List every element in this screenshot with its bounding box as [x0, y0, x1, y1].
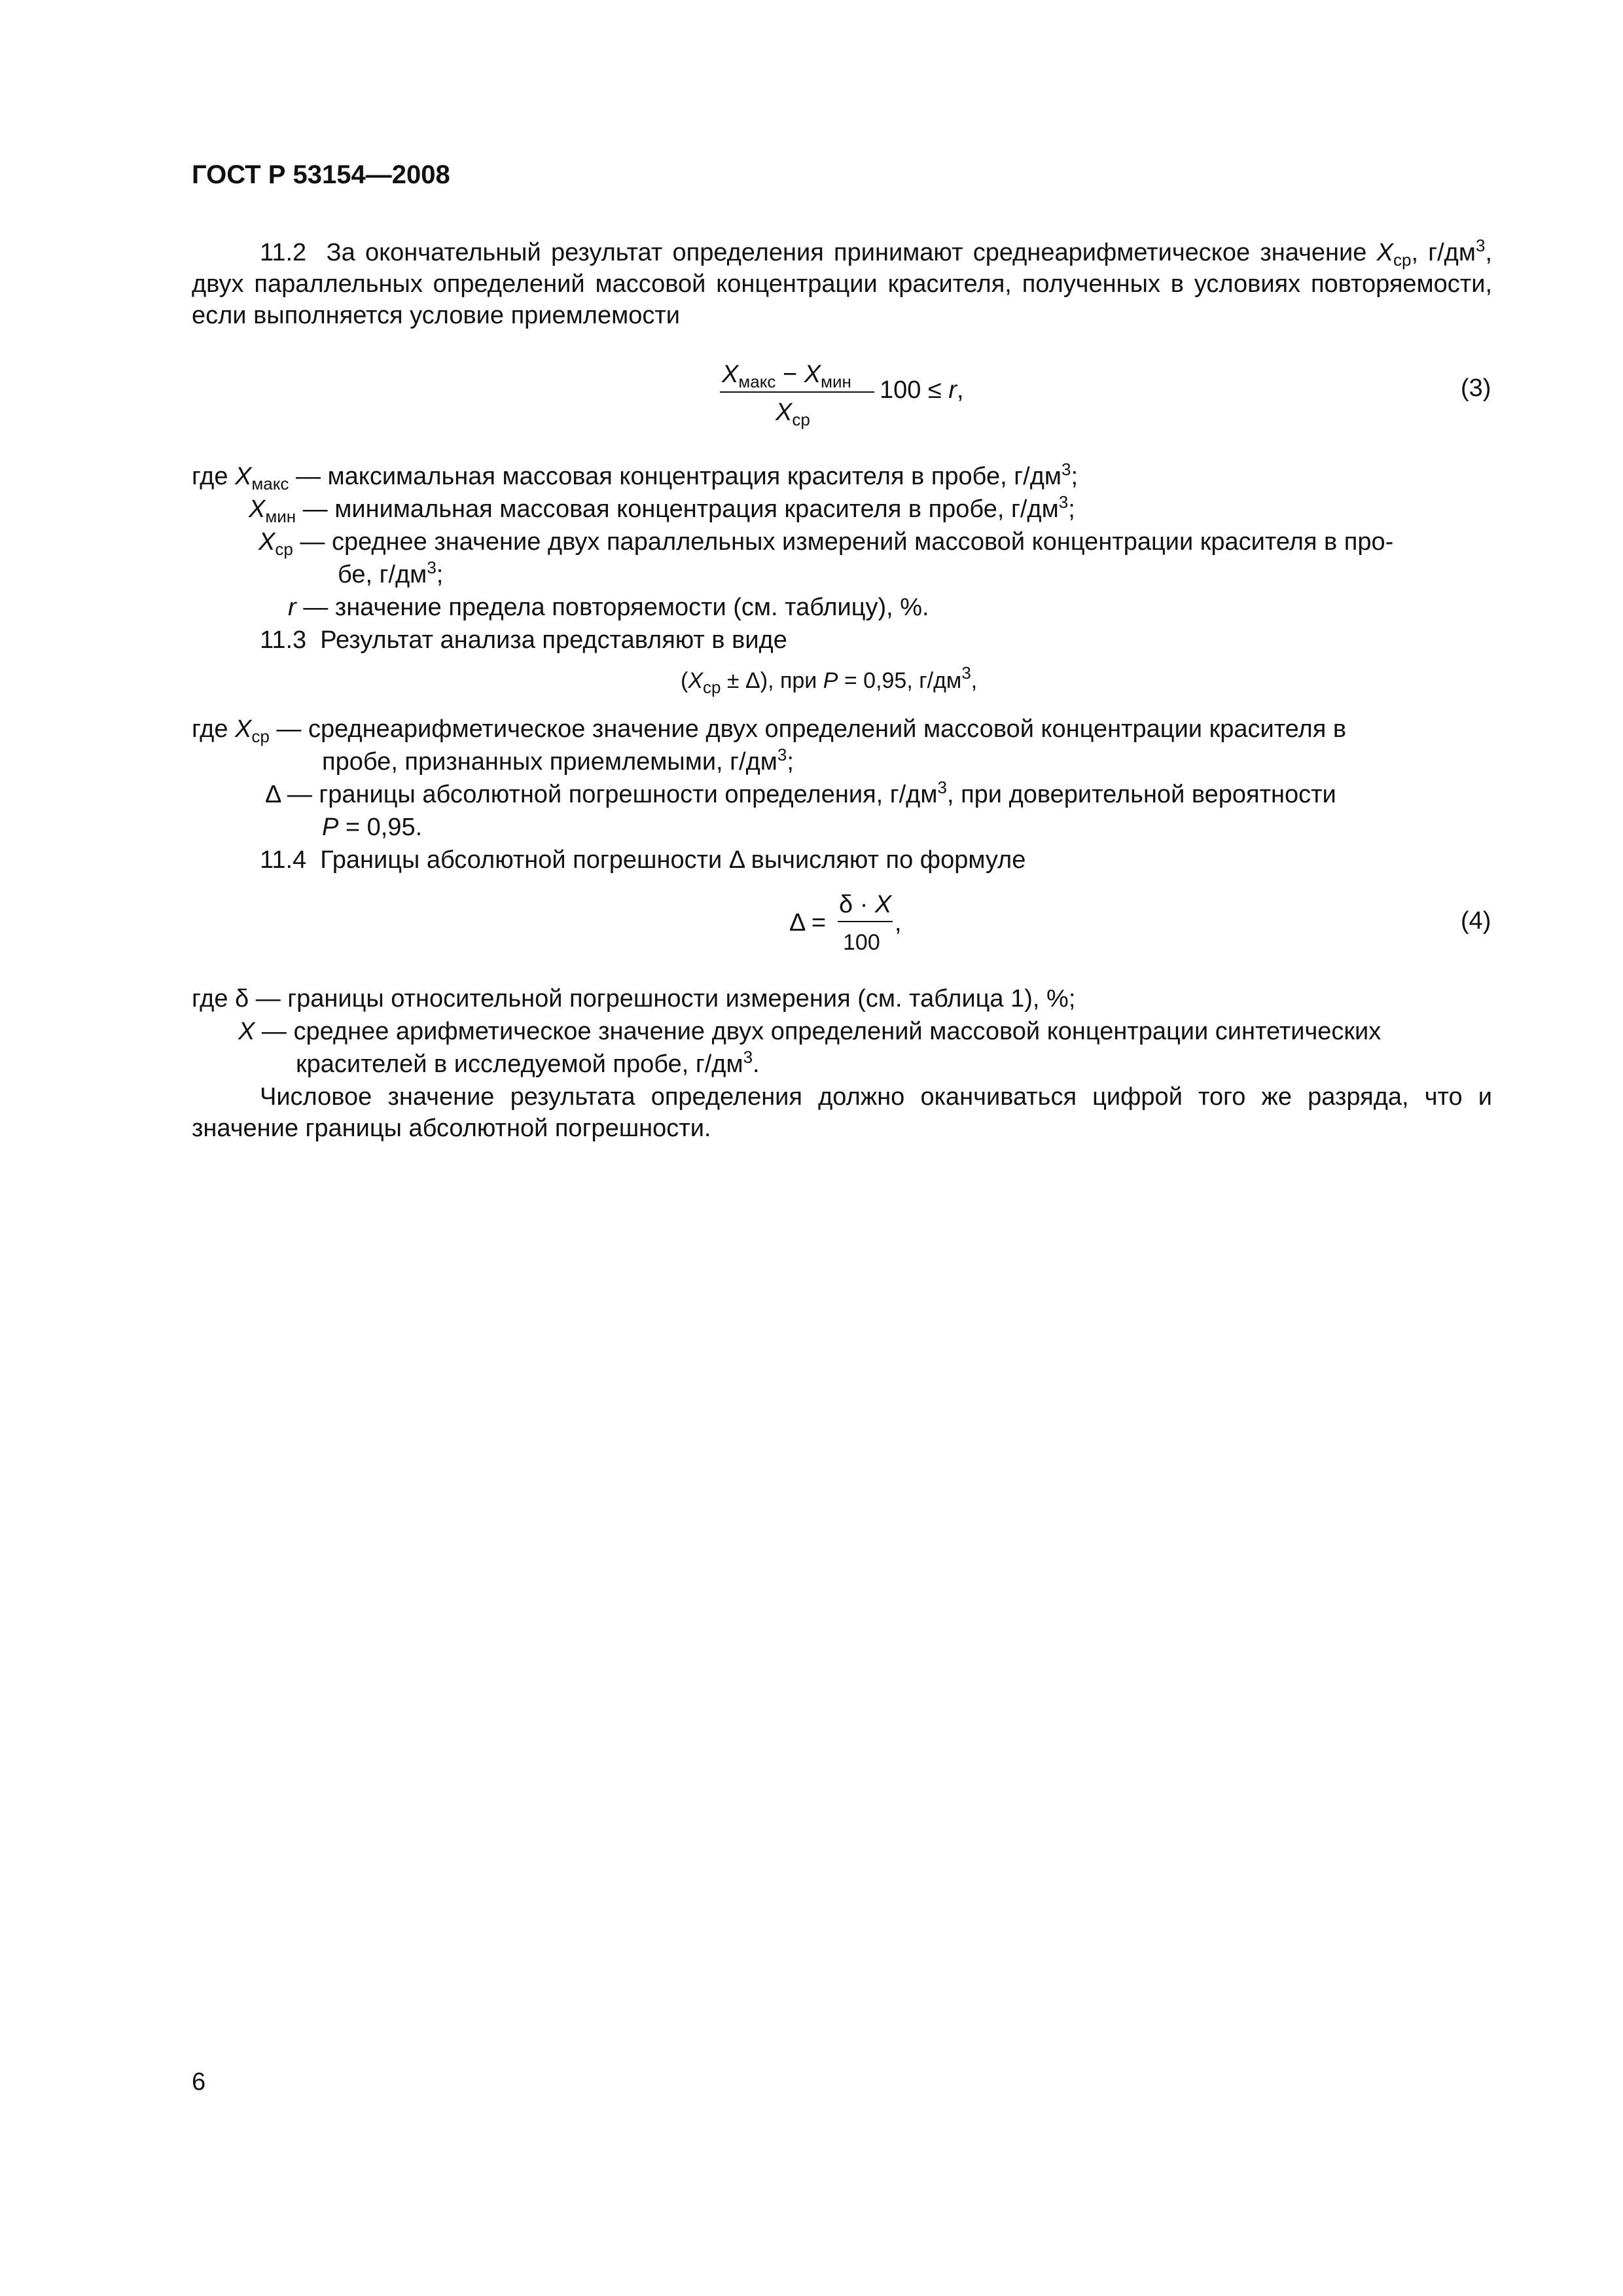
equation-lhs: Δ = [789, 909, 827, 937]
definition-text: = 0,95. [338, 814, 423, 841]
paragraph-11-2 [192, 237, 1492, 331]
paragraph-text: Результат анализа представляют в виде [320, 626, 787, 654]
equation-text: ± Δ), при [721, 668, 823, 693]
superscript: 3 [427, 558, 437, 577]
definition-x [238, 1016, 1492, 1047]
punctuation: , [971, 668, 978, 693]
paragraph-11-4 [260, 844, 1026, 876]
variable: X [235, 463, 252, 490]
definition-text: — минимальная массовая концентрация красителя в пробе, г/дм [296, 495, 1059, 523]
punctuation: ; [787, 748, 794, 776]
variable: r [948, 376, 957, 404]
variable: X [235, 715, 252, 743]
definition-text: — максимальная массовая концентрация красителя в пробе, г/дм [289, 463, 1061, 490]
definition-text: , при доверительной вероятности [946, 781, 1336, 808]
punctuation: ; [436, 561, 444, 588]
variable: Δ [265, 781, 281, 808]
definition-prefix: где [192, 715, 236, 743]
clause-number: 11.2 [260, 239, 307, 266]
superscript: 3 [1475, 236, 1486, 255]
punctuation: ; [1071, 463, 1079, 490]
variable: X [804, 361, 821, 388]
variable: X [688, 668, 704, 693]
definition-x-avg-result [192, 713, 1492, 745]
punctuation: , [957, 376, 964, 404]
subscript: макс [738, 372, 776, 391]
fraction-bar [720, 391, 874, 393]
equation-rhs [880, 374, 964, 406]
paragraph-text: , г/дм [1411, 239, 1476, 266]
variable: X [259, 528, 276, 556]
definition-text: — границы относительной погрешности измерения (см. таблица 1), %; [249, 985, 1076, 1013]
subscript: мин [265, 507, 296, 526]
variable: X [874, 891, 892, 918]
paragraph-11-3 [260, 624, 787, 656]
variable: X [238, 1018, 255, 1045]
variable: X [249, 495, 266, 523]
punctuation: ( [681, 668, 688, 693]
subscript: ср [703, 677, 721, 697]
definition-text: пробе, признанных приемлемыми, г/дм [322, 748, 777, 776]
definition-text: красителей в исследуемой пробе, г/дм [296, 1050, 743, 1078]
document-header: ГОСТ Р 53154—2008 [192, 160, 450, 189]
definition-text: бе, г/дм [338, 561, 427, 588]
superscript: 3 [1058, 492, 1069, 512]
definition-text: — границы абсолютной погрешности определения, г/дм [280, 781, 938, 808]
page-number: 6 [192, 2068, 206, 2096]
definition-x-avg-line2 [338, 559, 443, 590]
punctuation: ; [1068, 495, 1075, 523]
definition-prefix: где [192, 985, 236, 1013]
punctuation: , [895, 909, 902, 937]
equation-text: δ · [839, 891, 875, 918]
definition-x-avg [259, 526, 1393, 558]
result-formula [681, 665, 977, 696]
equation-text: 100 ≤ [880, 376, 949, 404]
subscript: макс [251, 474, 289, 493]
clause-number: 11.4 [260, 846, 307, 874]
variable: X [722, 361, 739, 388]
final-paragraph: Числовое значение результата определения должно оканчиваться цифрой того же разряда, что и значение границы абсолютной погрешности. [192, 1083, 1492, 1142]
subscript: ср [1393, 250, 1412, 270]
variable: X [1376, 239, 1393, 266]
definition-x-avg-result-line2 [322, 746, 794, 778]
definition-x-line2 [296, 1049, 760, 1080]
equation-numerator [722, 359, 851, 390]
definition-prefix: где [192, 463, 236, 490]
operator: − [782, 361, 798, 388]
equation-number: (4) [1461, 907, 1491, 935]
equation-denominator [776, 397, 810, 428]
definition-x-min [249, 493, 1075, 525]
variable: r [288, 594, 296, 621]
equation-numerator [839, 889, 891, 920]
subscript: мин [821, 372, 851, 391]
variable: P [322, 814, 339, 841]
punctuation: . [753, 1050, 760, 1078]
superscript: 3 [777, 745, 787, 764]
equation-number: (3) [1461, 374, 1491, 402]
variable: δ [235, 985, 249, 1013]
definition-delta [265, 779, 1492, 810]
definition-text: — среднеарифметическое значение двух определений массовой концентрации красителя в [269, 715, 1347, 743]
superscript: 3 [961, 663, 971, 683]
definition-text: — значение предела повторяемости (см. таблицу), %. [296, 594, 929, 621]
definition-r [288, 592, 929, 623]
superscript: 3 [743, 1047, 753, 1067]
subscript: ср [275, 539, 293, 559]
definition-delta-rel [192, 983, 1075, 1014]
variable: P [823, 668, 838, 693]
definition-delta-line2 [322, 812, 422, 843]
fraction-bar [838, 921, 893, 922]
definition-text: — среднее значение двух параллельных измерений массовой концентрации красителя в про- [293, 528, 1394, 556]
paragraph-text: Границы абсолютной погрешности Δ вычисляют по формуле [320, 846, 1026, 874]
clause-number: 11.3 [260, 626, 307, 654]
superscript: 3 [937, 778, 947, 797]
subscript: ср [251, 726, 270, 746]
subscript: ср [792, 410, 810, 429]
paragraph-text: За окончательный результат определения принимают среднеарифметическое значение [326, 239, 1377, 266]
definition-x-max [192, 461, 1078, 492]
definition-text: — среднее арифметическое значение двух определений массовой концентрации синтетических [255, 1018, 1382, 1045]
paragraph-text: , двух параллельных определений массовой концентрации красителя, полученных в условиях повторяемости, если выполняется условие приемлемости [192, 239, 1492, 329]
variable: X [776, 399, 793, 426]
equation-denominator: 100 [843, 930, 880, 955]
superscript: 3 [1061, 459, 1071, 479]
equation-text: = 0,95, г/дм [838, 668, 962, 693]
